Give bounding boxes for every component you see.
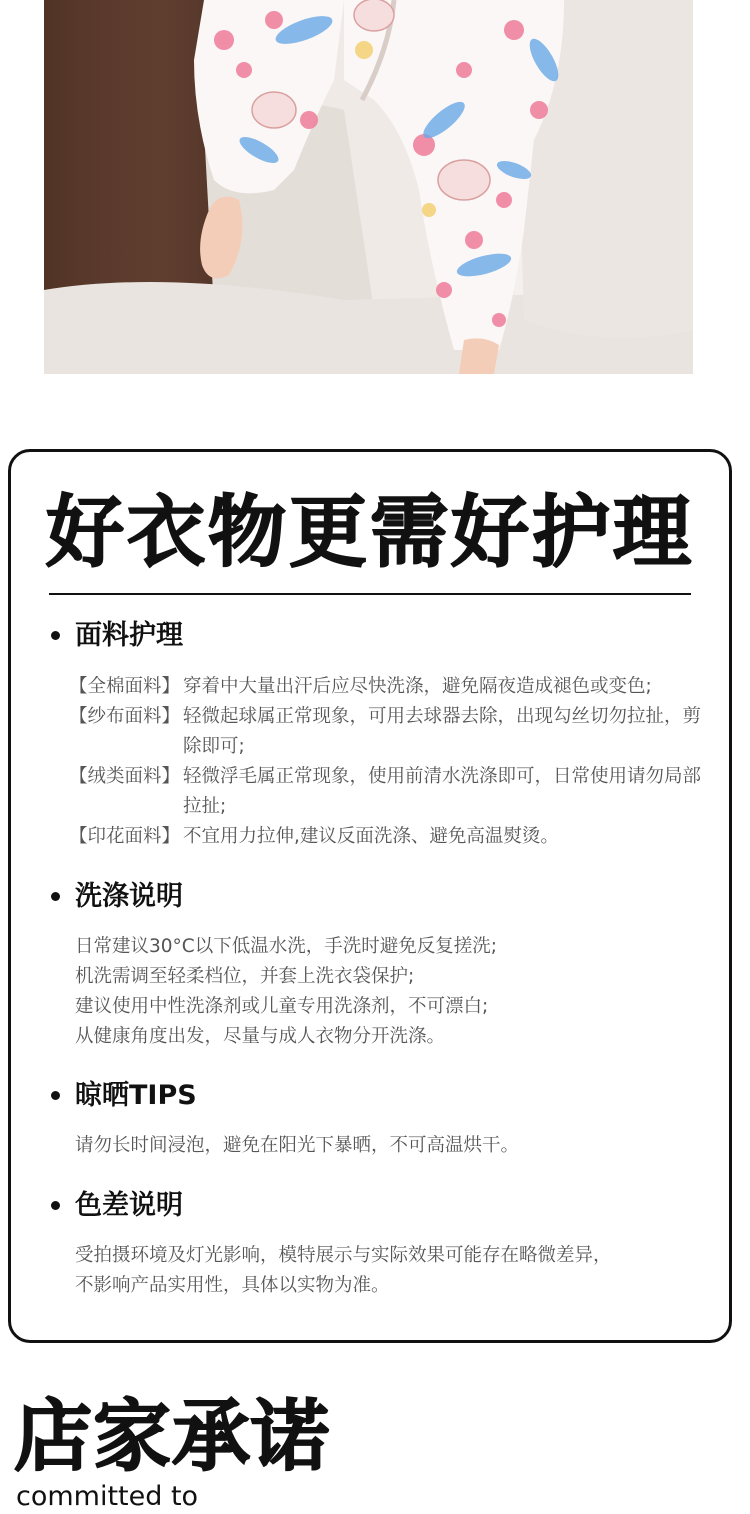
list-item: [69, 822, 711, 852]
title-divider: [49, 593, 691, 595]
color-difference-lines: [75, 1241, 709, 1301]
bullet-icon: [51, 1201, 60, 1210]
drying-lines: [75, 1131, 709, 1161]
bullet-icon: [51, 1091, 60, 1100]
care-card: [8, 449, 732, 1343]
bullet-icon: [51, 631, 60, 640]
fabric-text: 轻微浮毛属正常现象，使用前清水洗涤即可，日常使用请勿局部拉扯;: [183, 766, 702, 817]
list-item: [69, 762, 711, 822]
fabric-tag: 【绒类面料】: [69, 766, 181, 787]
fabric-tag: 【纱布面料】: [69, 706, 181, 727]
bullet-icon: [51, 892, 60, 901]
fabric-text: 穿着中大量出汗后应尽快洗涤，避免隔夜造成褪色或变色;: [183, 676, 652, 697]
list-item: 日常建议30°C以下低温水洗，手洗时避免反复搓洗;: [75, 936, 497, 957]
fabric-care-heading: 面料护理: [51, 619, 183, 653]
list-item: [69, 702, 711, 762]
list-item: 请勿长时间浸泡，避免在阳光下暴晒，不可高温烘干。: [75, 1135, 520, 1156]
washing-lines: [75, 932, 709, 1052]
color-difference-heading: 色差说明: [51, 1189, 183, 1223]
fabric-tag: 【印花面料】: [69, 826, 181, 847]
list-item: 建议使用中性洗涤剂或儿童专用洗涤剂，不可漂白;: [75, 996, 489, 1017]
list-item: 受拍摄环境及灯光影响，模特展示与实际效果可能存在略微差异，: [75, 1245, 612, 1266]
product-photo: [44, 0, 693, 374]
fabric-text: 不宜用力拉伸,建议反面洗涤、避免高温熨烫。: [183, 826, 559, 847]
fabric-text: 轻微起球属正常现象，可用去球器去除，出现勾丝切勿拉扯，剪除即可;: [183, 706, 702, 757]
drying-heading: 晾晒TIPS: [51, 1079, 197, 1113]
list-item: 不影响产品实用性，具体以实物为准。: [75, 1275, 390, 1296]
care-title: 好衣物更需好护理: [45, 488, 694, 578]
list-item: 机洗需调至轻柔档位，并套上洗衣袋保护;: [75, 966, 415, 987]
fabric-care-list: [69, 672, 711, 852]
washing-heading: 洗涤说明: [51, 880, 183, 914]
shop-promise-subtitle: committed to: [16, 1481, 199, 1512]
fabric-tag: 【全棉面料】: [69, 676, 181, 697]
list-item: 从健康角度出发，尽量与成人衣物分开洗涤。: [75, 1026, 446, 1047]
baby-sleepsuit-image: [44, 0, 693, 374]
shop-promise-title: 店家承诺: [14, 1392, 331, 1482]
list-item: [69, 672, 711, 702]
